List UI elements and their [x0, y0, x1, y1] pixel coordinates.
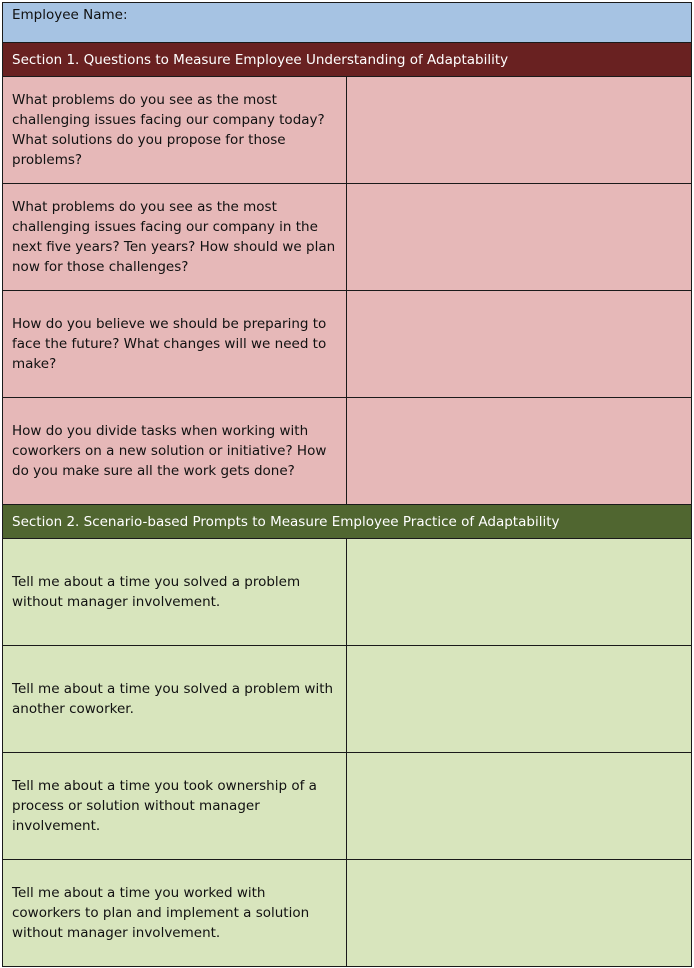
question-text: What problems do you see as the most challenging issues facing our company today? What solutions do you propose for those problems?: [12, 92, 325, 168]
question-text: How do you divide tasks when working with coworkers on a new solution or initiative? How do you make sure all the work gets done?: [12, 423, 327, 479]
question-cell: [3, 184, 347, 290]
prompt-text: Tell me about a time you took ownership of a process or solution without manager involvement.: [12, 778, 317, 834]
prompt-cell: [3, 860, 347, 966]
prompt-cell: [3, 646, 347, 752]
section-1-title: Section 1. Questions to Measure Employee Understanding of Adaptability: [12, 51, 509, 68]
table-row: [2, 539, 692, 646]
answer-cell[interactable]: [347, 753, 691, 859]
section-2-title: Section 2. Scenario-based Prompts to Measure Employee Practice of Adaptability: [12, 513, 560, 530]
table-row: [2, 184, 692, 291]
section-1: [2, 43, 692, 505]
employee-name-label: Employee Name:: [12, 7, 128, 23]
section-2-header: [2, 505, 692, 539]
employee-name-row: [2, 2, 692, 43]
table-row: [2, 77, 692, 184]
question-cell: [3, 398, 347, 504]
answer-cell[interactable]: [347, 77, 691, 183]
section-1-header: [2, 43, 692, 77]
table-row: [2, 646, 692, 753]
table-row: [2, 860, 692, 967]
prompt-text: Tell me about a time you solved a problem without manager involvement.: [12, 574, 301, 610]
table-row: [2, 291, 692, 398]
table-row: [2, 753, 692, 860]
prompt-text: Tell me about a time you worked with coworkers to plan and implement a solution without manager involvement.: [12, 885, 310, 941]
prompt-cell: [3, 753, 347, 859]
interview-form: [2, 2, 692, 967]
answer-cell[interactable]: [347, 398, 691, 504]
section-2: [2, 505, 692, 967]
question-text: How do you believe we should be preparing to face the future? What changes will we need to make?: [12, 316, 327, 372]
answer-cell[interactable]: [347, 184, 691, 290]
prompt-cell: [3, 539, 347, 645]
question-cell: [3, 77, 347, 183]
answer-cell[interactable]: [347, 539, 691, 645]
answer-cell[interactable]: [347, 646, 691, 752]
question-cell: [3, 291, 347, 397]
prompt-text: Tell me about a time you solved a problem with another coworker.: [12, 681, 334, 717]
answer-cell[interactable]: [347, 291, 691, 397]
question-text: What problems do you see as the most challenging issues facing our company in the next five years? Ten years? How should we plan now for those challenges?: [12, 199, 336, 275]
table-row: [2, 398, 692, 505]
answer-cell[interactable]: [347, 860, 691, 966]
